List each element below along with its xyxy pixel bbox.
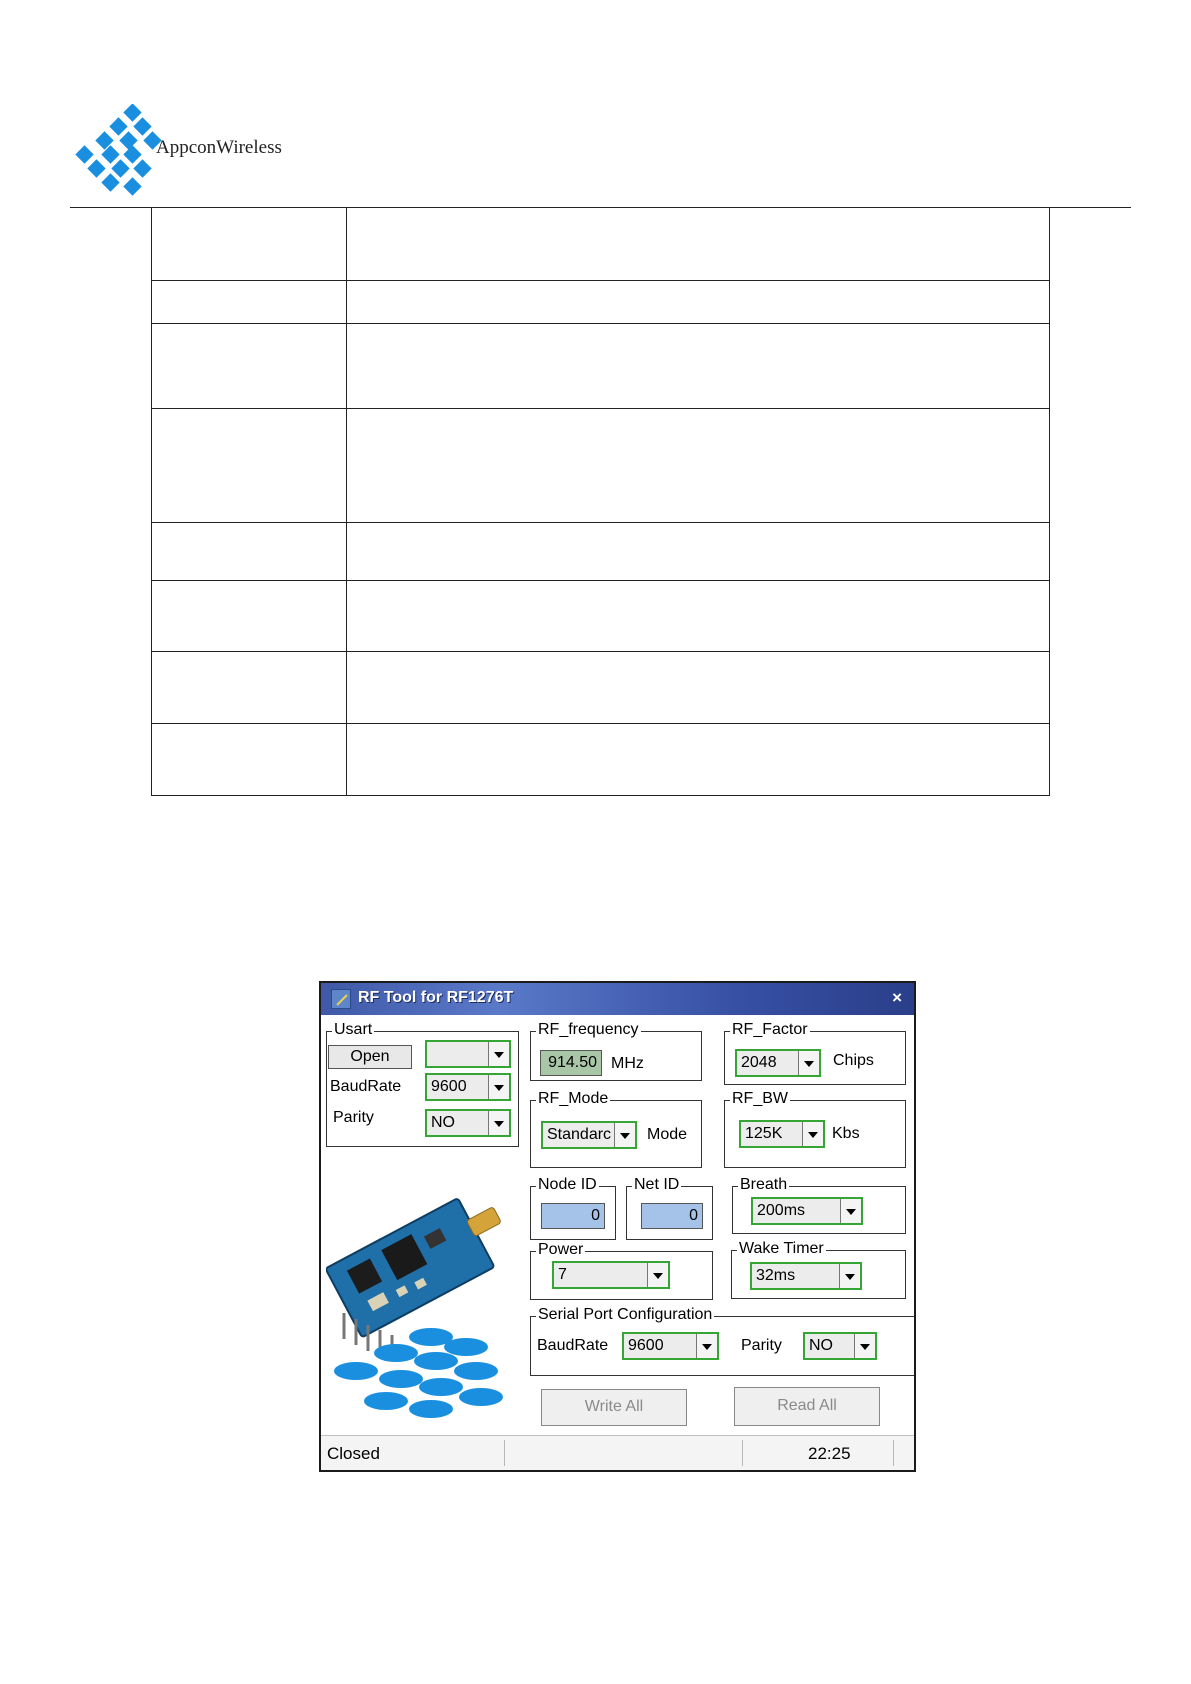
status-separator bbox=[742, 1440, 743, 1466]
usart-baudrate-select[interactable]: 9600 bbox=[425, 1073, 511, 1101]
rf-factor-legend: RF_Factor bbox=[732, 1021, 808, 1038]
net-id-field[interactable]: 0 bbox=[641, 1203, 703, 1229]
node-id-legend: Node ID bbox=[538, 1176, 597, 1193]
power-legend: Power bbox=[538, 1241, 584, 1258]
open-button[interactable]: Open bbox=[328, 1045, 412, 1069]
status-bar bbox=[321, 1435, 914, 1470]
power-select[interactable]: 7 bbox=[552, 1261, 670, 1289]
chevron-down-icon[interactable] bbox=[647, 1263, 668, 1287]
rf-mode-legend: RF_Mode bbox=[538, 1090, 609, 1107]
appcon-logo-icon bbox=[74, 104, 164, 198]
wake-timer-group bbox=[731, 1240, 906, 1299]
table-row bbox=[152, 281, 1050, 324]
table-row bbox=[152, 724, 1050, 796]
chevron-down-icon[interactable] bbox=[840, 1199, 861, 1223]
status-time: 22:25 bbox=[808, 1444, 851, 1463]
chevron-down-icon[interactable] bbox=[614, 1123, 635, 1147]
serial-baudrate-label: BaudRate bbox=[537, 1337, 609, 1354]
breath-select[interactable]: 200ms bbox=[751, 1197, 863, 1225]
table-row bbox=[152, 324, 1050, 409]
rf-mode-unit: Mode bbox=[647, 1126, 688, 1143]
chevron-down-icon[interactable] bbox=[802, 1122, 823, 1146]
table-row bbox=[152, 208, 1050, 281]
status-separator bbox=[504, 1440, 505, 1466]
usart-legend: Usart bbox=[334, 1021, 373, 1038]
status-state: Closed bbox=[327, 1444, 380, 1463]
chevron-down-icon[interactable] bbox=[854, 1334, 875, 1358]
table-row bbox=[152, 652, 1050, 724]
rf-mode-select[interactable]: Standarc bbox=[541, 1121, 637, 1149]
table-row bbox=[152, 409, 1050, 523]
serial-port-legend: Serial Port Configuration bbox=[538, 1306, 713, 1323]
usart-parity-select[interactable]: NO bbox=[425, 1109, 511, 1137]
brand-name: AppconWireless bbox=[156, 137, 282, 158]
rf-bw-select[interactable]: 125K bbox=[739, 1120, 825, 1148]
app-tool-icon bbox=[331, 989, 351, 1009]
chevron-down-icon[interactable] bbox=[488, 1111, 509, 1135]
port-select[interactable] bbox=[425, 1040, 511, 1068]
chevron-down-icon[interactable] bbox=[798, 1051, 819, 1075]
rf-factor-group bbox=[724, 1021, 906, 1085]
node-id-group bbox=[530, 1176, 616, 1240]
serial-baudrate-select[interactable]: 9600 bbox=[622, 1332, 719, 1360]
power-group bbox=[530, 1241, 713, 1300]
wake-timer-select[interactable]: 32ms bbox=[750, 1262, 862, 1290]
status-separator bbox=[893, 1440, 894, 1466]
window-title: RF Tool for RF1276T bbox=[358, 989, 514, 1006]
rf-tool-window bbox=[319, 981, 916, 1472]
usart-baudrate-label: BaudRate bbox=[330, 1078, 402, 1095]
write-all-button[interactable]: Write All bbox=[541, 1389, 687, 1426]
read-all-button[interactable]: Read All bbox=[734, 1387, 880, 1426]
wake-timer-legend: Wake Timer bbox=[739, 1240, 824, 1257]
chevron-down-icon[interactable] bbox=[696, 1334, 717, 1358]
decorative-logo-icon bbox=[326, 1325, 506, 1421]
title-bar[interactable] bbox=[321, 983, 914, 1015]
rf-bw-legend: RF_BW bbox=[732, 1090, 788, 1107]
node-id-field[interactable]: 0 bbox=[541, 1203, 605, 1229]
rf-factor-unit: Chips bbox=[833, 1052, 874, 1069]
rf-frequency-group bbox=[530, 1021, 702, 1081]
chevron-down-icon[interactable] bbox=[839, 1264, 860, 1288]
serial-parity-label: Parity bbox=[741, 1337, 782, 1354]
spec-table bbox=[151, 207, 1050, 796]
serial-parity-select[interactable]: NO bbox=[803, 1332, 877, 1360]
table-row bbox=[152, 581, 1050, 652]
rf-bw-group bbox=[724, 1090, 906, 1168]
rf-frequency-field[interactable]: 914.50 bbox=[540, 1050, 602, 1076]
chevron-down-icon[interactable] bbox=[488, 1075, 509, 1099]
table-row bbox=[152, 523, 1050, 581]
rf-mode-group bbox=[530, 1090, 702, 1168]
rf-factor-select[interactable]: 2048 bbox=[735, 1049, 821, 1077]
serial-port-group bbox=[530, 1306, 914, 1376]
rf-bw-unit: Kbs bbox=[832, 1125, 860, 1142]
rf-frequency-legend: RF_frequency bbox=[538, 1021, 639, 1038]
breath-group bbox=[732, 1176, 906, 1234]
usart-parity-label: Parity bbox=[333, 1109, 374, 1126]
close-icon[interactable]: × bbox=[892, 988, 902, 1007]
usart-group bbox=[326, 1021, 519, 1147]
net-id-group bbox=[626, 1176, 713, 1240]
net-id-legend: Net ID bbox=[634, 1176, 680, 1193]
rf-frequency-unit: MHz bbox=[611, 1055, 644, 1072]
breath-legend: Breath bbox=[740, 1176, 788, 1193]
chevron-down-icon[interactable] bbox=[488, 1042, 509, 1066]
